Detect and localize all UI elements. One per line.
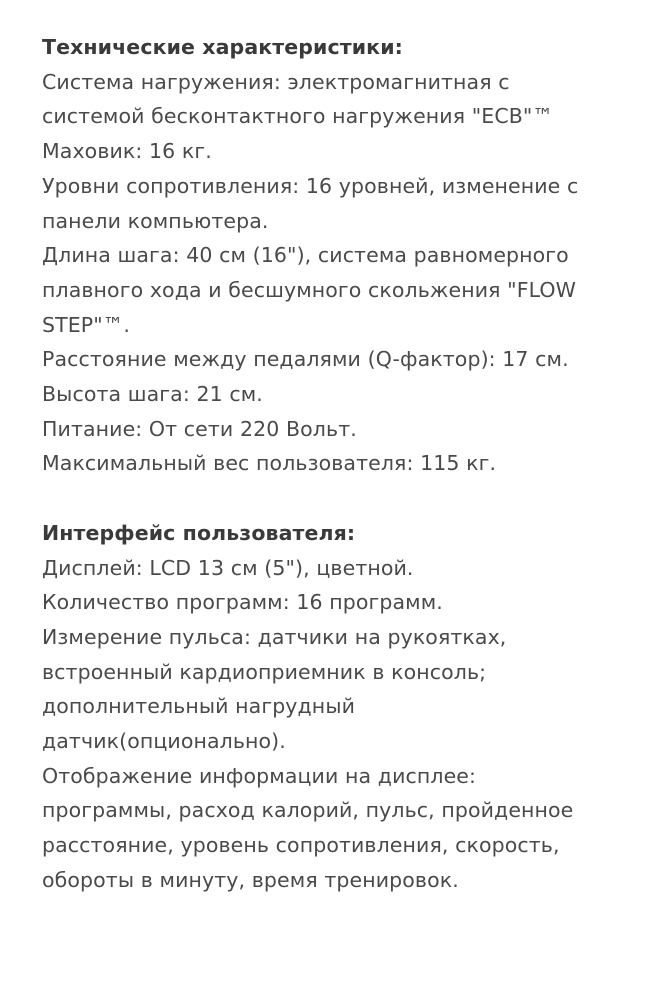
spec-line: Питание: От сети 220 Вольт.	[42, 416, 357, 441]
spec-line: системой бесконтактного нагружения "ECB"™	[42, 104, 554, 129]
spec-line: панели компьютера.	[42, 208, 269, 233]
spec-line: Высота шага: 21 см.	[42, 382, 263, 407]
product-description	[42, 30, 647, 898]
spec-line: Система нагружения: электромагнитная с	[42, 69, 510, 94]
spec-line: Расстояние между педалями (Q-фактор): 17 см.	[42, 347, 569, 372]
specs-heading: Технические характеристики:	[42, 35, 403, 59]
interface-line: дополнительный нагрудный	[42, 694, 356, 719]
interface-line: Количество программ: 16 программ.	[42, 590, 443, 615]
spec-line: плавного хода и бесшумного скольжения "FLOW	[42, 277, 576, 302]
specs-section	[42, 30, 647, 481]
spec-line: Маховик: 16 кг.	[42, 139, 212, 164]
interface-line: Измерение пульса: датчики на рукоятках,	[42, 624, 507, 649]
interface-line: программы, расход калорий, пульс, пройденное	[42, 798, 574, 823]
interface-line: Дисплей: LCD 13 см (5"), цветной.	[42, 555, 414, 580]
interface-line: датчик(опционально).	[42, 729, 286, 754]
interface-line: встроенный кардиоприемник в консоль;	[42, 659, 487, 684]
interface-line: расстояние, уровень сопротивления, скорость,	[42, 833, 560, 858]
spec-line: Длина шага: 40 см (16"), система равномерного	[42, 243, 569, 268]
interface-line: Отображение информации на дисплее:	[42, 763, 477, 788]
interface-line: обороты в минуту, время тренировок.	[42, 867, 459, 892]
spec-line: STEP"™.	[42, 312, 130, 337]
interface-section	[42, 516, 647, 898]
section-spacer	[42, 481, 647, 516]
spec-line: Уровни сопротивления: 16 уровней, изменение с	[42, 173, 579, 198]
spec-line: Максимальный вес пользователя: 115 кг.	[42, 451, 497, 476]
interface-heading: Интерфейс пользователя:	[42, 520, 356, 545]
